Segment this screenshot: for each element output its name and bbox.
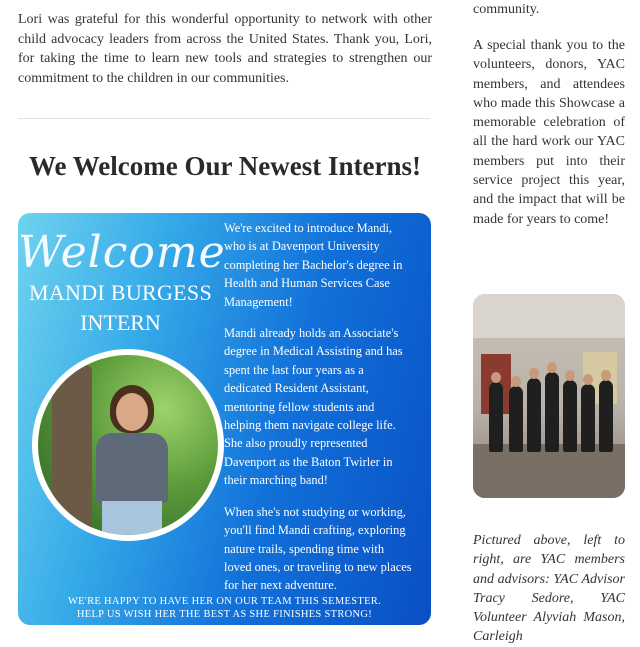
photo-person-body (96, 433, 168, 503)
photo-person-head (491, 372, 501, 383)
intern-welcome-card (18, 213, 431, 625)
photo-person (509, 386, 523, 452)
intern-name: MANDI BURGESS (29, 280, 212, 305)
main-column (18, 0, 432, 620)
photo-person-head (565, 370, 575, 381)
photo-person-head (601, 370, 611, 381)
intro-paragraph: Lori was grateful for this wonderful opportunity to network with other child advocacy leaders from across the United States. Thank you, Lori, for taking the time to learn new tools and strategies to strengthen our commitment to the children in our communities. (18, 12, 432, 86)
sidebar-top-fragment: community. (473, 2, 540, 17)
intern-paragraph-1: We're excited to introduce Mandi, who is at Davenport University completing her Bachelor's degree in Health and Human Services Case Management! (224, 221, 403, 309)
sidebar-column (473, 0, 625, 645)
photo-person-head (511, 376, 521, 387)
photo-ceiling (473, 294, 625, 338)
card-footer-line-1: WE'RE HAPPY TO HAVE HER ON OUR TEAM THIS SEMESTER. (67, 596, 382, 607)
photo-person (599, 380, 613, 452)
section-divider (18, 118, 430, 119)
intern-paragraph-2: Mandi already holds an Associate's degree in Medical Assisting and has spent the last four years as a dedicated Resident Assistant, mentoring fellow students and helping them navigate college life. She also proudly represented Davenport as the Baton Twirler in their marching band! (224, 326, 403, 488)
intern-role: INTERN (80, 310, 161, 335)
photo-person (563, 380, 577, 452)
photo-person (545, 372, 559, 452)
photo-person-head (529, 368, 539, 379)
photo-floor (473, 444, 625, 498)
sidebar-thanks-paragraph: A special thank you to the volunteers, donors, YAC members, and attendees who made this Showcase a memorable celebration of all the hard work our YAC members put into their service project this year, and the impact that will be made for years to come! (473, 38, 625, 227)
intern-photo (38, 355, 218, 535)
intern-description (224, 219, 412, 608)
photo-person-head (116, 393, 148, 431)
photo-person-legs (102, 501, 162, 535)
photo-person-head (583, 374, 593, 385)
photo-person (489, 382, 503, 452)
card-footer-line-2: HELP US WISH HER THE BEST AS SHE FINISHES STRONG! (76, 609, 373, 620)
section-title: We Welcome Our Newest Interns! (29, 151, 421, 181)
welcome-script-heading: Welcome (18, 227, 226, 278)
photo-person (527, 378, 541, 452)
card-footer (18, 595, 431, 621)
intern-photo-frame (32, 349, 224, 541)
photo-person-head (547, 362, 557, 373)
photo-caption: Pictured above, left to right, are YAC members and advisors: YAC Advisor Tracy Sedore, YAC Volunteer Alyviah Mason, Carleigh (473, 533, 625, 645)
photo-tree-trunk (52, 365, 92, 535)
intern-paragraph-3: When she's not studying or working, you'll find Mandi crafting, exploring nature trails, spending time with loved ones, or traveling to new places for her next adventure. (224, 504, 412, 593)
photo-person (581, 384, 595, 452)
yac-group-photo (473, 294, 625, 498)
